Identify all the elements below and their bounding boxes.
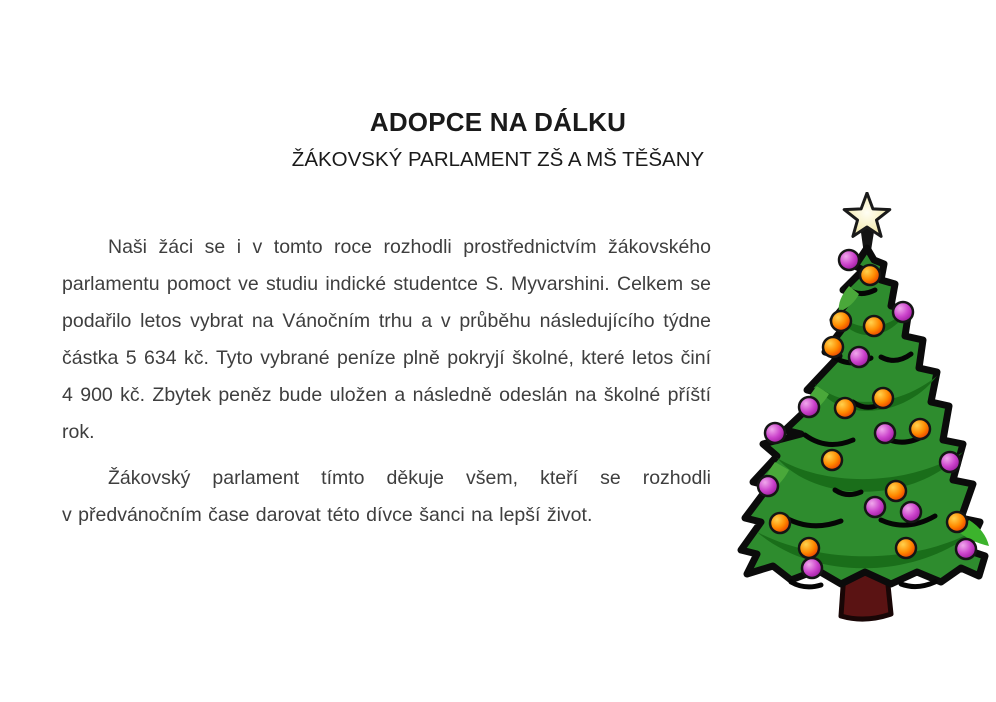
ornament-magenta <box>901 502 921 522</box>
ornament-magenta <box>802 558 822 578</box>
ornament-orange <box>822 450 842 470</box>
body-paragraph-2: Žákovský parlament tímto děkuje všem, kteří se rozhodli v předvánočním čase darovat této dívce šanci na lepší život. <box>62 467 711 526</box>
ornament-magenta <box>875 423 895 443</box>
document-subtitle: ŽÁKOVSKÝ PARLAMENT ZŠ A MŠ TĚŠANY <box>291 148 705 171</box>
body-paragraph-1: Naši žáci se i v tomto roce rozhodli prostřednictvím žákovského parlamentu pomoct ve studiu indické studentce S. Myvarshini. Celkem se podařilo letos vybrat na Vánočním trhu a v průběhu následujícího týdne částka 5 634 kč. Tyto vybrané peníze plně pokryjí školné, které letos činí 4 900 kč. Zbytek peněz bude uložen a následně odeslán na školné příští rok. <box>62 236 711 443</box>
ornament-orange <box>831 311 851 331</box>
ornament-magenta <box>940 452 960 472</box>
ornament-magenta <box>839 250 859 270</box>
ornament-orange <box>860 265 880 285</box>
ornament-magenta <box>893 302 913 322</box>
ornament-orange <box>873 388 893 408</box>
ornament-orange <box>770 513 790 533</box>
ornament-magenta <box>758 476 778 496</box>
ornament-magenta <box>849 347 869 367</box>
ornament-orange <box>947 512 967 532</box>
document-body <box>62 229 711 543</box>
ornament-orange <box>896 538 916 558</box>
ornament-magenta <box>865 497 885 517</box>
christmas-tree-image <box>733 192 996 628</box>
ornament-orange <box>910 419 930 439</box>
ornament-magenta <box>765 423 785 443</box>
document-title: ADOPCE NA DÁLKU <box>369 107 627 137</box>
ornament-magenta <box>956 539 976 559</box>
ornament-orange <box>799 538 819 558</box>
ornament-orange <box>864 316 884 336</box>
ornament-orange <box>823 337 843 357</box>
ornament-orange <box>835 398 855 418</box>
ornament-magenta <box>799 397 819 417</box>
ornament-orange <box>886 481 906 501</box>
